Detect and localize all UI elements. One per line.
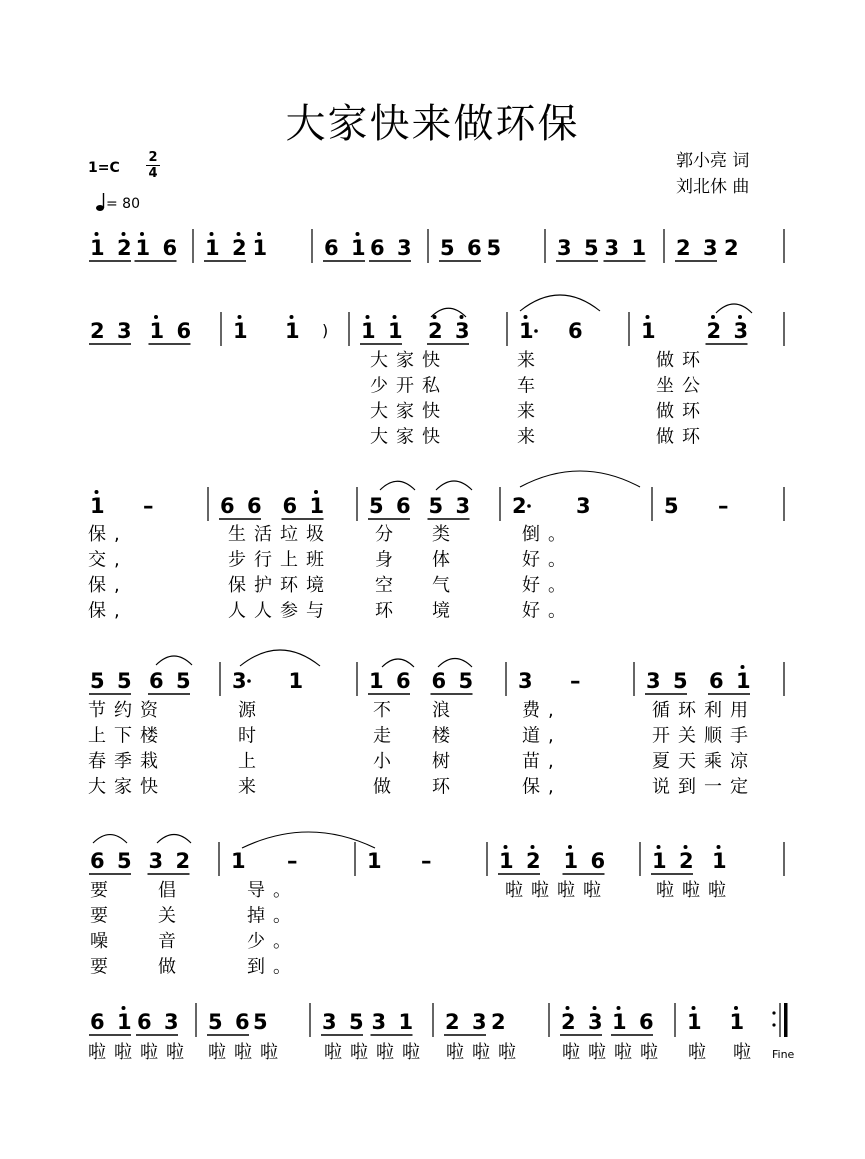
note: 5: [369, 494, 384, 518]
note: 6: [220, 494, 235, 518]
note: 1: [149, 319, 165, 343]
final-barline: [784, 1003, 788, 1037]
lyric-syllable: 啦啦啦: [656, 880, 734, 901]
octave-dot: [741, 665, 745, 669]
lyric-syllable: 大家快: [88, 776, 166, 798]
note: 5: [176, 669, 191, 693]
octave-dot: [646, 315, 650, 319]
note: 6: [370, 236, 385, 260]
slur: [240, 650, 320, 666]
octave-dot: [568, 845, 572, 849]
composer-credit: 刘北休 曲: [676, 177, 750, 197]
measure: [664, 494, 729, 518]
lyric-syllable: 啦啦啦: [208, 1042, 286, 1063]
lyric-syllable: 做环: [656, 350, 708, 371]
note: 5: [90, 669, 105, 693]
lyric-syllable: 气: [432, 575, 458, 596]
lyric-syllable: 坐公: [656, 375, 708, 397]
octave-dot: [460, 315, 464, 319]
note: 3: [646, 669, 661, 693]
measure: [498, 845, 605, 874]
note: 2: [90, 319, 105, 343]
measure: [439, 236, 501, 261]
lyric-syllable: 倡: [158, 880, 184, 901]
note: 6: [176, 319, 192, 343]
lyric-syllable: 要: [90, 956, 116, 978]
lyric-syllable: 好。: [522, 600, 574, 622]
octave-dot: [237, 232, 241, 236]
measure: [519, 315, 583, 343]
octave-dot: [257, 232, 261, 236]
note: 3: [604, 236, 620, 260]
augmentation-dot: [247, 679, 251, 683]
repeat-dot: [772, 1023, 775, 1026]
note: 5: [584, 236, 599, 260]
note: 6: [137, 1010, 152, 1034]
slur: [520, 471, 640, 487]
note: 1: [388, 319, 403, 343]
note: 5: [428, 494, 444, 518]
lyric-syllable: 啦啦啦啦: [562, 1042, 666, 1063]
lyric-syllable: 空: [375, 575, 401, 596]
measure: [89, 1006, 179, 1035]
note: 2: [526, 849, 541, 873]
lyric-syllable: 啦: [688, 1042, 714, 1063]
lyricist-credit: 郭小亮 词: [676, 151, 750, 171]
lyric-syllable: 节约资: [88, 700, 166, 721]
note: 6: [90, 849, 105, 873]
note: 1: [736, 669, 751, 693]
note: 6: [396, 494, 411, 518]
measure: [323, 232, 412, 261]
octave-dot: [356, 232, 360, 236]
lyric-syllable: 噪: [90, 931, 116, 952]
note: 5: [349, 1010, 364, 1034]
octave-dot: [95, 490, 99, 494]
octave-dot: [290, 315, 294, 319]
lyric-syllable: 少开私: [370, 375, 448, 397]
lyric-syllable: 源: [238, 700, 264, 721]
lyric-syllable: 做环: [656, 426, 708, 448]
lyric-syllable: 树: [432, 751, 458, 772]
lyric-syllable: 关: [158, 905, 184, 927]
note: 3: [232, 669, 247, 693]
lyric-syllable: 环: [432, 776, 458, 798]
note: 1: [90, 494, 105, 518]
lyric-syllable: 类: [432, 524, 458, 545]
octave-dot: [122, 1006, 126, 1010]
octave-dot: [657, 845, 661, 849]
octave-dot: [366, 315, 370, 319]
augmentation-dot: [534, 329, 538, 333]
lyric-syllable: 费,: [522, 700, 562, 721]
note: 3: [455, 319, 470, 343]
slur: [156, 656, 192, 665]
note: 1: [361, 319, 376, 343]
note: 3: [322, 1010, 337, 1034]
note: 1: [252, 236, 268, 260]
lyric-syllable: 啦啦啦: [446, 1042, 524, 1063]
note: 3: [164, 1010, 179, 1034]
note: 5: [673, 669, 688, 693]
note: 1: [687, 1010, 702, 1034]
note: 3: [397, 236, 412, 260]
dash-note: –: [570, 669, 581, 693]
slur: [436, 481, 472, 490]
note: 1: [729, 1010, 745, 1034]
measure: [556, 236, 646, 261]
lyric-syllable: 导。: [247, 880, 299, 901]
note: 6: [568, 319, 583, 343]
slur: [93, 835, 127, 844]
time-signature-bottom: 4: [148, 166, 158, 181]
note: 2: [117, 236, 132, 260]
note: 6: [235, 1010, 250, 1034]
note: 1: [369, 669, 384, 693]
note: 1: [231, 849, 246, 873]
measure: [219, 490, 324, 519]
note: 1: [367, 849, 382, 873]
measure: [512, 494, 591, 518]
note: 3: [472, 1010, 487, 1034]
note: 1: [288, 669, 304, 693]
slur: [380, 481, 415, 490]
measure: [651, 845, 727, 874]
note: 6: [590, 849, 606, 873]
measure: [231, 849, 298, 873]
note: 6: [162, 236, 178, 260]
lyric-syllable: 楼: [432, 725, 458, 747]
note: 2: [428, 319, 443, 343]
dash-note: –: [287, 849, 298, 873]
octave-dot: [210, 232, 214, 236]
note: 6: [324, 236, 339, 260]
score-line: [88, 662, 784, 798]
lyric-syllable: 做: [373, 776, 399, 798]
octave-dot: [617, 1006, 621, 1010]
lyric-syllable: 身: [375, 549, 401, 571]
note: 1: [563, 849, 579, 873]
note: 3: [733, 319, 749, 343]
lyric-syllable: 来: [517, 401, 543, 422]
note: 1: [712, 849, 727, 873]
lyric-syllable: 夏天乘凉: [652, 751, 756, 772]
lyric-syllable: 做: [158, 956, 184, 978]
lyric-syllable: 到。: [247, 956, 299, 978]
note: 2: [175, 849, 191, 873]
note: 3: [148, 849, 164, 873]
note: 1: [135, 236, 151, 260]
octave-dot: [566, 1006, 570, 1010]
lyric-syllable: 啦啦啦啦: [505, 880, 609, 901]
lyric-syllable: 境: [432, 600, 458, 622]
note: 1: [90, 236, 105, 260]
lyric-syllable: 上下楼: [88, 725, 166, 747]
measure: [675, 236, 739, 261]
note: 3: [371, 1010, 387, 1034]
note: 5: [117, 669, 132, 693]
octave-dot: [140, 232, 144, 236]
measure: [367, 849, 432, 873]
note: 5: [440, 236, 455, 260]
measure: [444, 1010, 506, 1035]
lyric-syllable: 浪: [432, 700, 458, 721]
lyric-syllable: 体: [432, 549, 458, 571]
dash-note: –: [421, 849, 432, 873]
lyric-syllable: 大家快: [370, 426, 448, 448]
lyric-syllable: 说到一定: [652, 776, 756, 798]
note: 6: [639, 1010, 654, 1034]
score-line: [89, 842, 784, 978]
measure: [204, 232, 267, 261]
octave-dot: [238, 315, 242, 319]
tempo-value: = 80: [106, 196, 140, 212]
measure: [368, 669, 473, 694]
octave-dot: [95, 232, 99, 236]
note: 5: [117, 849, 132, 873]
note: 6: [467, 236, 482, 260]
lyric-syllable: 循环利用: [652, 700, 756, 721]
measure: [560, 1006, 654, 1035]
octave-dot: [717, 845, 721, 849]
note: 1: [309, 494, 325, 518]
note: 1: [641, 319, 656, 343]
octave-dot: [684, 845, 688, 849]
lyric-syllable: 来: [517, 350, 543, 371]
key-signature: 1=C: [88, 160, 120, 176]
time-signature-top: 2: [148, 150, 158, 165]
note: 1: [499, 849, 514, 873]
octave-dot: [593, 1006, 597, 1010]
lyric-syllable: 啦啦啦啦: [324, 1042, 428, 1063]
note: 2: [679, 849, 694, 873]
note: 1: [519, 319, 534, 343]
lyric-syllable: 少。: [247, 931, 299, 952]
lyric-syllable: 走: [373, 725, 399, 747]
note: 3: [518, 669, 533, 693]
measure: [207, 1010, 268, 1035]
lyric-syllable: 道,: [522, 725, 562, 747]
measure: [89, 849, 190, 874]
lyric-syllable: 小: [373, 751, 399, 772]
note: 2: [445, 1010, 460, 1034]
note: 2: [491, 1010, 506, 1034]
note: 2: [724, 236, 739, 260]
slur: [716, 304, 752, 313]
measure: [321, 1010, 413, 1035]
note: 1: [631, 236, 647, 260]
octave-dot: [524, 315, 528, 319]
slur: [382, 659, 414, 667]
lyric-syllable: 生活垃圾: [228, 524, 332, 545]
lyric-syllable: 步行上班: [228, 549, 332, 571]
lyric-syllable: 音: [158, 931, 184, 952]
note: 6: [709, 669, 724, 693]
lyric-syllable: 保,: [522, 776, 562, 798]
octave-dot: [154, 315, 158, 319]
slur: [157, 835, 191, 844]
lyric-syllable: 时: [238, 725, 264, 747]
lyric-syllable: 春季栽: [88, 751, 166, 772]
note: 2: [561, 1010, 576, 1034]
lyric-syllable: 做环: [656, 401, 708, 422]
note: 3: [117, 319, 132, 343]
lyric-syllable: 保,: [88, 524, 128, 545]
note: 1: [285, 319, 300, 343]
note: 3: [588, 1010, 603, 1034]
note: 2: [676, 236, 691, 260]
lyric-syllable: 来: [517, 426, 543, 448]
note: 3: [703, 236, 718, 260]
lyric-syllable: 大家快: [370, 401, 448, 422]
lyric-syllable: 保,: [88, 600, 128, 622]
note: 2: [512, 494, 527, 518]
lyric-syllable: 分: [375, 524, 401, 545]
note: 3: [576, 494, 591, 518]
note: 2: [706, 319, 722, 343]
note: 6: [282, 494, 298, 518]
note: 5: [208, 1010, 223, 1034]
measure: [89, 232, 177, 261]
lyric-syllable: 好。: [522, 549, 574, 571]
note: 1: [233, 319, 248, 343]
lyric-syllable: 啦啦啦啦: [88, 1042, 192, 1063]
score-line: [88, 1003, 788, 1063]
octave-dot: [531, 845, 535, 849]
dash-note: –: [143, 494, 154, 518]
measure: [89, 315, 191, 344]
measure: [645, 665, 751, 694]
score-line: [88, 487, 784, 622]
slur: [438, 659, 472, 668]
measure: [232, 669, 303, 693]
note: 5: [486, 236, 502, 260]
note: 1: [117, 1010, 132, 1034]
note: 1: [612, 1010, 627, 1034]
lyric-syllable: 环: [375, 600, 401, 622]
lyric-syllable: 要: [90, 905, 116, 927]
lyric-syllable: 不: [373, 700, 399, 721]
dash-note: –: [718, 494, 729, 518]
note: 6: [247, 494, 262, 518]
octave-dot: [122, 232, 126, 236]
note: 3: [557, 236, 572, 260]
measure: [360, 315, 470, 344]
lyric-syllable: 交,: [88, 549, 128, 571]
measure: [368, 494, 470, 519]
measure: [687, 1006, 744, 1034]
lyric-syllable: 苗,: [522, 751, 562, 772]
octave-dot: [504, 845, 508, 849]
note: 6: [396, 669, 411, 693]
lyric-syllable: 上: [238, 751, 264, 772]
octave-dot: [711, 315, 715, 319]
note: 2: [232, 236, 247, 260]
measure: [89, 669, 191, 694]
lyric-syllable: 大家快: [370, 350, 448, 371]
repeat-dot: [772, 1011, 775, 1014]
note: 5: [253, 1010, 268, 1034]
lyric-syllable: 开关顺手: [652, 725, 756, 747]
lyric-syllable: 啦: [733, 1042, 759, 1063]
breath-mark: ): [322, 321, 329, 340]
measure: [90, 490, 154, 518]
song-title: 大家快来做环保: [285, 101, 580, 147]
octave-dot: [314, 490, 318, 494]
fine-marking: Fine: [772, 1048, 795, 1061]
note: 6: [90, 1010, 105, 1034]
lyric-syllable: 掉。: [247, 905, 299, 927]
lyric-syllable: 保护环境: [228, 575, 332, 596]
score-line: [89, 229, 784, 263]
note: 5: [458, 669, 474, 693]
note: 5: [664, 494, 679, 518]
augmentation-dot: [527, 504, 531, 508]
octave-dot: [692, 1006, 696, 1010]
note: 6: [431, 669, 447, 693]
measure: [518, 669, 581, 693]
octave-dot: [393, 315, 397, 319]
lyric-syllable: 车: [517, 375, 543, 397]
lyric-syllable: 人人参与: [228, 600, 332, 622]
score-line: [89, 312, 784, 448]
note: 1: [398, 1010, 414, 1034]
measure: [233, 315, 300, 343]
slur: [520, 295, 600, 311]
lyric-syllable: 保,: [88, 575, 128, 596]
octave-dot: [738, 315, 742, 319]
note: 6: [149, 669, 164, 693]
measure: [641, 315, 748, 344]
note: 1: [205, 236, 220, 260]
lyric-syllable: 倒。: [522, 524, 574, 545]
note: 3: [455, 494, 471, 518]
lyric-syllable: 好。: [522, 575, 574, 596]
note: 1: [652, 849, 667, 873]
lyric-syllable: 要: [90, 880, 116, 901]
octave-dot: [734, 1006, 738, 1010]
note: 1: [351, 236, 366, 260]
lyric-syllable: 来: [238, 776, 264, 798]
